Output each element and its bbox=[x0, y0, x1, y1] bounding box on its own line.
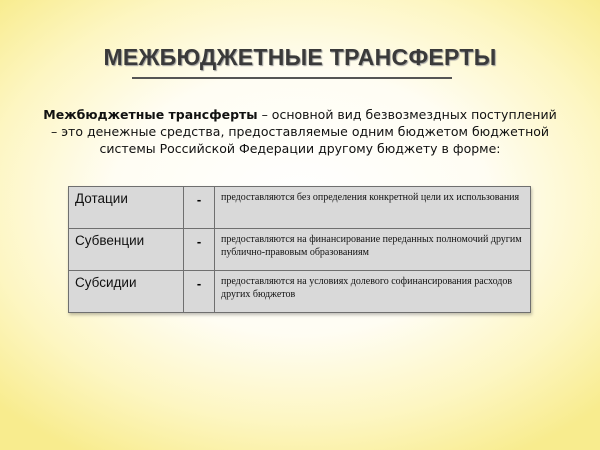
transfer-type-cell: Дотации bbox=[69, 187, 184, 229]
table-row bbox=[69, 271, 531, 313]
transfer-types-table bbox=[68, 186, 531, 313]
intro-paragraph bbox=[40, 106, 560, 157]
title-underline bbox=[132, 77, 452, 79]
description-cell: предоставляются на финансирование переданных полномочий другим публично-правовым образованиям bbox=[215, 229, 531, 271]
intro-term: Межбюджетные трансферты bbox=[43, 107, 258, 122]
transfer-type-cell: Субвенции bbox=[69, 229, 184, 271]
dash-cell: - bbox=[184, 229, 215, 271]
dash-cell: - bbox=[184, 271, 215, 313]
table-row bbox=[69, 229, 531, 271]
slide-title: МЕЖБЮДЖЕТНЫЕ ТРАНСФЕРТЫ bbox=[103, 44, 497, 70]
intro-text: – основной вид безвозмездных поступлений – это денежные средства, предоставляемые одним бюджетом бюджетной системы Российской Федерации другому бюджету в форме: bbox=[50, 107, 557, 156]
transfer-type-cell: Субсидии bbox=[69, 271, 184, 313]
table-row bbox=[69, 187, 531, 229]
description-cell: предоставляются на условиях долевого софинансирования расходов других бюджетов bbox=[215, 271, 531, 313]
dash-cell: - bbox=[184, 187, 215, 229]
description-cell: предоставляются без определения конкретной цели их использования bbox=[215, 187, 531, 229]
